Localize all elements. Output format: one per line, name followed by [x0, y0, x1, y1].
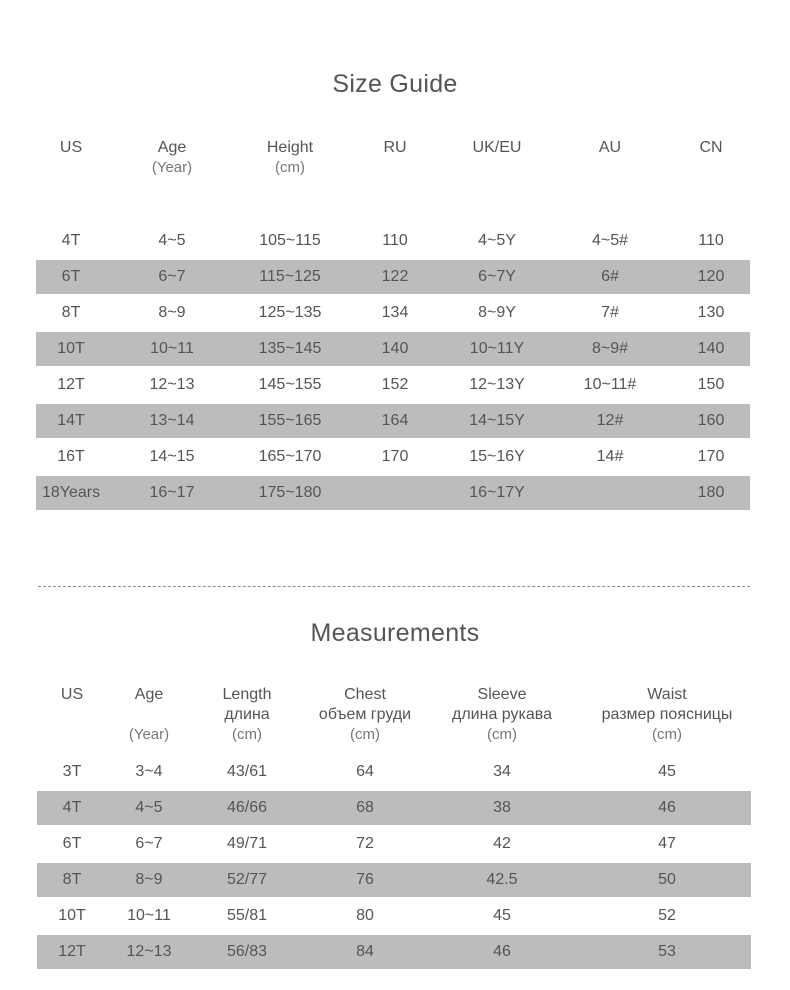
measurements-header-2	[223, 685, 272, 745]
size-table-row	[36, 440, 750, 474]
size-guide-title: Size Guide	[332, 70, 458, 98]
measurements-table-row	[37, 827, 751, 861]
size-table-row	[36, 224, 750, 258]
size-cell: 14~15Y	[469, 412, 525, 429]
size-cell: 110	[382, 232, 408, 249]
measurements-cell: 8T	[62, 871, 82, 888]
measurements-cell: 46/66	[226, 799, 268, 816]
measurements-cell: 72	[356, 835, 374, 852]
size-cell: 115~125	[259, 268, 321, 285]
size-cell: 110	[698, 232, 724, 249]
size-header-2	[267, 138, 313, 178]
size-cell: 105~115	[259, 232, 321, 249]
measurements-header-unit: (cm)	[651, 726, 682, 743]
size-header-label: RU	[383, 139, 407, 156]
measurements-cell: 34	[493, 763, 511, 780]
size-cell: 140	[697, 340, 725, 357]
size-cell: 10~11#	[583, 376, 637, 393]
measurements-cell: 52	[658, 907, 676, 924]
measurements-cell: 42.5	[486, 871, 518, 888]
measurements-header-russian: объем груди	[318, 706, 412, 723]
size-header-unit: (Year)	[151, 159, 193, 176]
measurements-cell: 3T	[62, 763, 82, 780]
measurements-cell: 10~11	[127, 907, 171, 924]
measurements-header-label: US	[60, 686, 84, 703]
size-cell: 12#	[596, 412, 624, 429]
measurements-cell: 42	[493, 835, 511, 852]
size-header-3	[383, 138, 406, 158]
size-header-6	[699, 138, 722, 158]
size-cell: 12T	[57, 376, 85, 393]
measurements-cell: 46	[658, 799, 676, 816]
size-header-label: US	[59, 139, 83, 156]
measurements-cell: 8~9	[135, 871, 163, 888]
measurements-cell: 50	[658, 871, 676, 888]
size-cell: 18Years	[41, 484, 101, 501]
size-cell: 6~7Y	[478, 268, 516, 285]
measurements-cell: 10T	[58, 907, 86, 924]
measurements-cell: 43/61	[226, 763, 268, 780]
size-header-label: Age	[157, 139, 187, 156]
size-cell: 10~11Y	[469, 340, 525, 357]
size-header-unit: (cm)	[275, 159, 305, 176]
size-cell: 170	[381, 448, 409, 465]
measurements-title: Measurements	[310, 619, 480, 647]
measurements-cell: 68	[356, 799, 374, 816]
size-cell: 4~5#	[591, 232, 629, 249]
size-cell: 165~170	[258, 448, 322, 465]
section-divider	[38, 586, 750, 587]
measurements-header-unit: (Year)	[128, 726, 170, 743]
measurements-table-row	[37, 899, 751, 933]
size-cell: 6T	[61, 268, 81, 285]
size-cell: 4T	[61, 232, 81, 249]
measurements-cell: 76	[356, 871, 374, 888]
size-cell: 12~13	[149, 376, 195, 393]
measurements-cell: 45	[493, 907, 511, 924]
size-header-1	[152, 138, 192, 178]
size-cell: 4~5	[158, 232, 186, 249]
measurements-header-russian: длина	[224, 706, 270, 723]
size-cell: 8~9Y	[478, 304, 516, 321]
size-header-5	[599, 138, 621, 158]
size-table-row	[36, 260, 750, 294]
size-cell: 125~135	[258, 304, 322, 321]
measurements-cell: 46	[493, 943, 511, 960]
size-header-label: Height	[266, 139, 314, 156]
size-cell: 8T	[61, 304, 81, 321]
measurements-cell: 6~7	[135, 835, 163, 852]
size-table-row	[36, 296, 750, 330]
measurements-cell: 12T	[58, 943, 86, 960]
measurements-header-label: Length	[222, 686, 272, 703]
size-cell: 160	[697, 412, 725, 429]
measurements-cell: 6T	[62, 835, 82, 852]
size-cell: 4~5Y	[478, 232, 516, 249]
size-cell: 16T	[57, 448, 85, 465]
size-cell: 134	[381, 304, 409, 321]
measurements-header-label: Waist	[647, 686, 687, 703]
measurements-cell: 55/81	[226, 907, 268, 924]
measurements-cell: 84	[356, 943, 374, 960]
size-cell: 130	[697, 304, 725, 321]
size-cell: 120	[697, 268, 725, 285]
measurements-cell: 49/71	[226, 835, 268, 852]
size-cell: 6~7	[158, 268, 186, 285]
size-header-4	[473, 138, 522, 158]
measurements-cell: 45	[658, 763, 676, 780]
size-cell: 13~14	[149, 412, 195, 429]
size-cell: 175~180	[258, 484, 322, 501]
measurements-header-1	[129, 685, 169, 745]
size-cell: 6#	[601, 268, 619, 285]
size-cell: 155~165	[258, 412, 322, 429]
measurements-table-row	[37, 755, 751, 789]
measurements-header-russian	[61, 705, 83, 725]
size-header-label: AU	[598, 139, 622, 156]
size-header-label: CN	[699, 139, 723, 156]
size-cell: 12~13Y	[469, 376, 525, 393]
measurements-header-unit: (cm)	[232, 726, 262, 743]
measurements-cell: 47	[658, 835, 676, 852]
measurements-header-unit: (cm)	[486, 726, 517, 743]
size-cell: 10~11	[150, 340, 194, 357]
measurements-cell: 4~5	[135, 799, 163, 816]
measurements-header-russian	[129, 705, 169, 725]
size-cell: 14#	[596, 448, 624, 465]
size-cell: 170	[697, 448, 725, 465]
measurements-header-label: Chest	[344, 686, 386, 703]
measurements-header-unit: (cm)	[349, 726, 380, 743]
size-cell: 164	[381, 412, 409, 429]
measurements-cell: 4T	[62, 799, 82, 816]
measurements-table-row	[37, 791, 751, 825]
measurements-cell: 64	[356, 763, 374, 780]
size-cell: 8~9	[158, 304, 186, 321]
size-cell: 15~16Y	[469, 448, 525, 465]
size-header-0	[60, 138, 82, 158]
size-table-row	[36, 404, 750, 438]
size-cell: 10T	[57, 340, 85, 357]
measurements-cell: 52/77	[226, 871, 268, 888]
size-cell: 8~9#	[591, 340, 629, 357]
size-table-row	[36, 332, 750, 366]
size-cell: 145~155	[258, 376, 322, 393]
measurements-cell: 12~13	[126, 943, 172, 960]
size-cell: 16~17Y	[469, 484, 525, 501]
size-cell: 122	[381, 268, 409, 285]
measurements-table-row	[37, 935, 751, 969]
size-cell: 14~15	[149, 448, 195, 465]
measurements-header-russian: размер поясницы	[601, 706, 733, 723]
measurements-header-0	[61, 685, 83, 725]
measurements-cell: 56/83	[226, 943, 268, 960]
measurements-cell: 38	[493, 799, 511, 816]
measurements-header-russian: длина рукава	[452, 706, 552, 723]
size-cell: 152	[381, 376, 409, 393]
measurements-cell: 3~4	[135, 763, 163, 780]
measurements-table-row	[37, 863, 751, 897]
size-cell: 16~17	[149, 484, 195, 501]
measurements-header-5	[602, 685, 733, 745]
measurements-cell: 53	[658, 943, 676, 960]
measurements-header-3	[319, 685, 411, 745]
measurements-header-4	[452, 685, 552, 745]
measurements-cell: 80	[356, 907, 374, 924]
size-cell: 140	[381, 340, 409, 357]
size-cell: 150	[697, 376, 725, 393]
size-cell: 135~145	[258, 340, 322, 357]
size-table-row	[36, 368, 750, 402]
measurements-header-label: Sleeve	[477, 686, 527, 703]
size-cell: 180	[697, 484, 725, 501]
measurements-header-label: Age	[134, 686, 164, 703]
size-cell: 7#	[601, 304, 619, 321]
size-header-label: UK/EU	[472, 139, 522, 156]
size-table-row	[36, 476, 750, 510]
size-cell: 14T	[57, 412, 85, 429]
